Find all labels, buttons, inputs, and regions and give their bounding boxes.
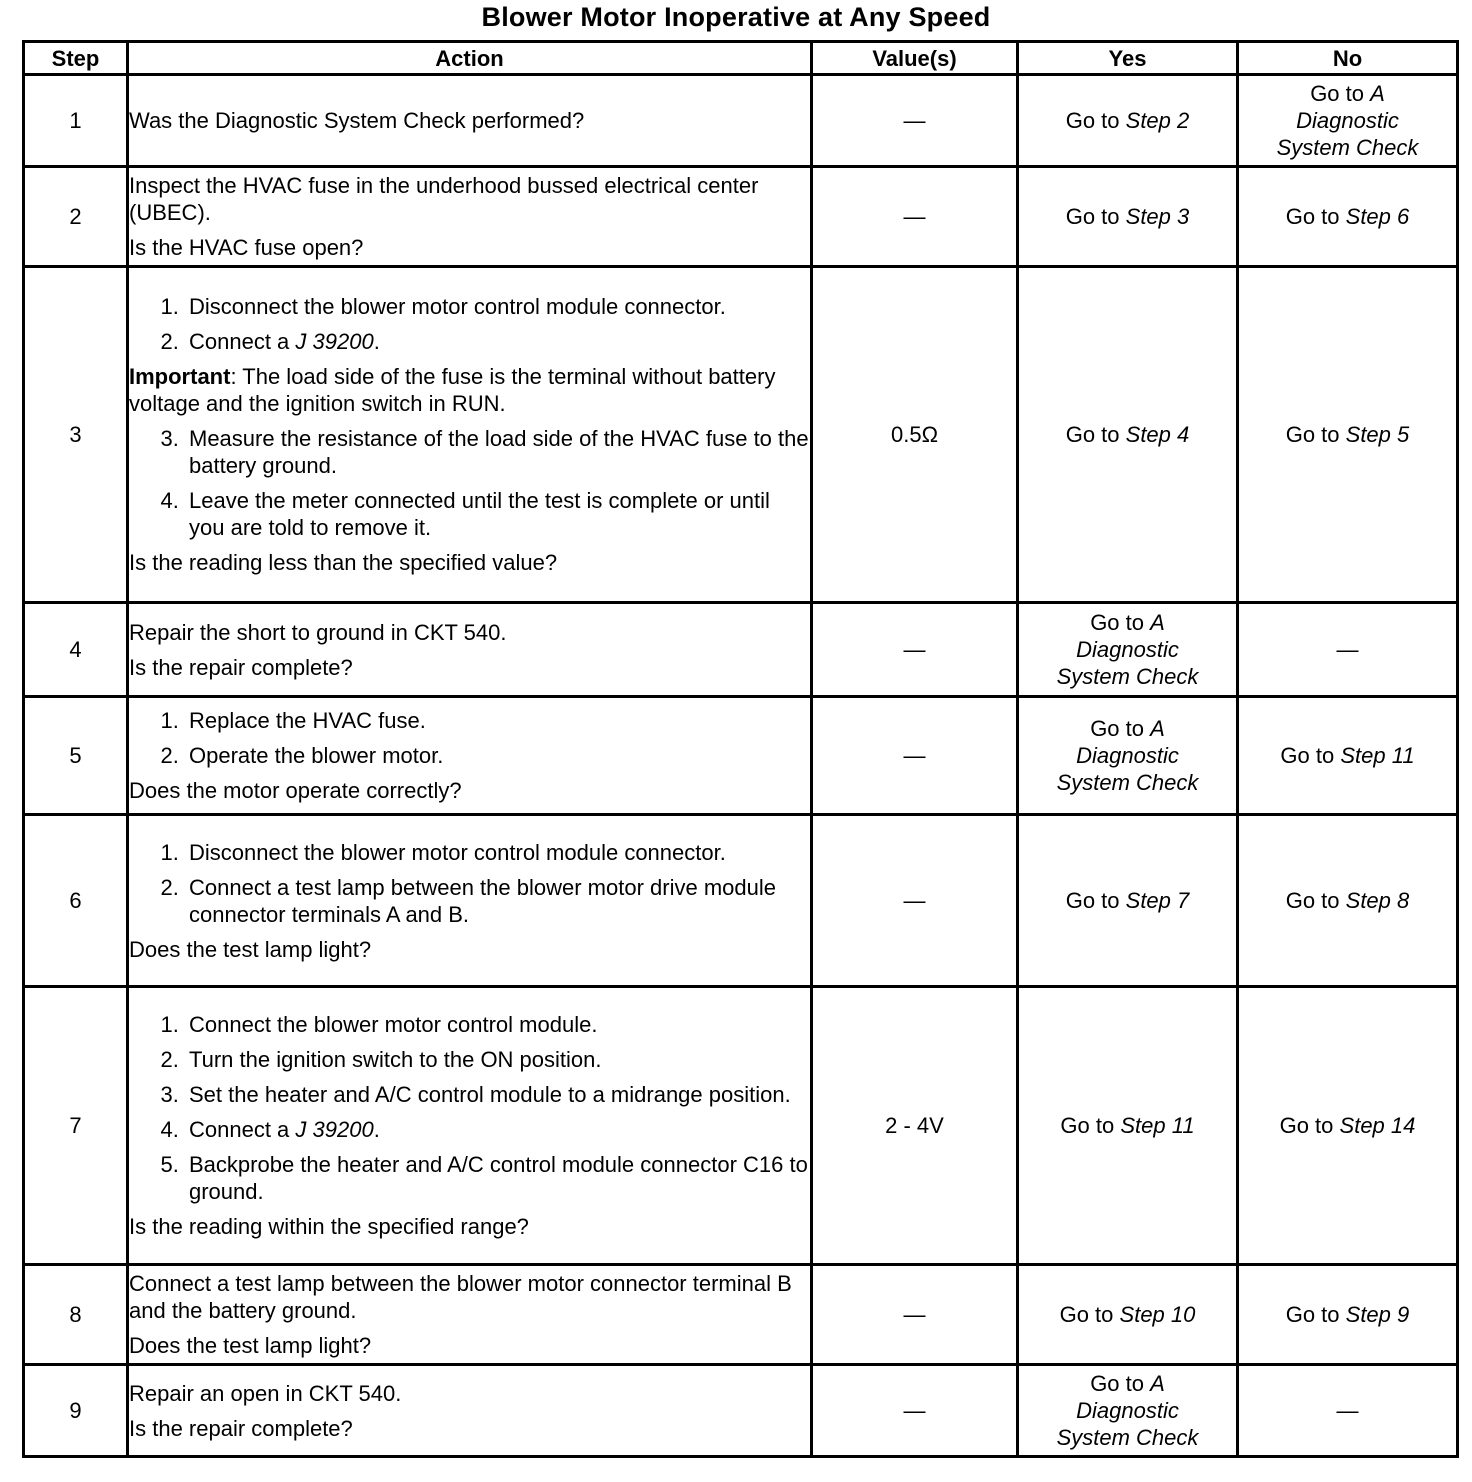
go-to-text: Go to — [1065, 204, 1120, 229]
instruction-text: Connect a — [189, 1117, 290, 1142]
step-number: 4 — [24, 603, 128, 697]
step-ref: 14 — [1390, 1113, 1416, 1138]
action-text: Connect a test lamp between the blower motor connector terminal B and the battery ground. — [129, 1271, 792, 1323]
yes-cell — [1018, 697, 1238, 815]
step-ref: 8 — [1397, 888, 1410, 913]
yes-cell — [1018, 167, 1238, 267]
go-to-text: Go to — [1310, 81, 1364, 106]
value-cell: — — [812, 75, 1018, 167]
instruction-item: 1. Disconnect the blower motor control module connector. — [185, 839, 810, 866]
step-word: Step — [1340, 743, 1386, 768]
step-word: Step — [1120, 1113, 1166, 1138]
diag-line-2: System Check — [1056, 664, 1199, 689]
header-row — [24, 42, 1458, 75]
step-ref: 3 — [1177, 204, 1190, 229]
instruction-item: 1. Replace the HVAC fuse. — [185, 707, 810, 734]
no-cell — [1238, 697, 1458, 815]
go-to-text: Go to — [1065, 422, 1120, 447]
go-to-text: Go to — [1285, 1302, 1340, 1327]
important-note — [129, 363, 810, 417]
step-number: 8 — [24, 1265, 128, 1365]
instruction-list — [129, 839, 810, 928]
step-number: 3 — [24, 267, 128, 603]
question-text: Does the test lamp light? — [129, 1333, 372, 1358]
instruction-item — [185, 328, 810, 355]
yes-cell — [1018, 1265, 1238, 1365]
no-cell: — — [1238, 603, 1458, 697]
table-row — [24, 167, 1458, 267]
instruction-list — [129, 1011, 810, 1205]
value-cell: — — [812, 1365, 1018, 1457]
a-word: A — [1150, 1371, 1165, 1396]
question-text: Does the test lamp light? — [129, 936, 372, 962]
step-word: Step — [1345, 888, 1391, 913]
important-label: Important — [129, 364, 231, 389]
table-row — [24, 75, 1458, 167]
document-title: Blower Motor Inoperative at Any Speed — [481, 2, 991, 32]
yes-cell — [1018, 75, 1238, 167]
diag-line-1: Diagnostic — [1076, 1398, 1179, 1423]
go-to-text: Go to — [1090, 1371, 1144, 1396]
question-text: Is the HVAC fuse open? — [129, 235, 364, 260]
period: . — [373, 1117, 380, 1142]
step-number: 5 — [24, 697, 128, 815]
step-word: Step — [1345, 204, 1391, 229]
question-text: Is the reading less than the specified value? — [129, 550, 558, 575]
step-word: Step — [1125, 888, 1171, 913]
instruction-item — [185, 1116, 810, 1143]
yes-cell — [1018, 603, 1238, 697]
value-cell: — — [812, 815, 1018, 987]
no-cell — [1238, 75, 1458, 167]
instruction-item: 3. Measure the resistance of the load side of the HVAC fuse to the battery ground. — [185, 425, 810, 479]
action-text: Repair the short to ground in CKT 540. — [129, 619, 507, 645]
step-number: 7 — [24, 987, 128, 1265]
yes-cell — [1018, 1365, 1238, 1457]
header-action: Action — [128, 42, 812, 75]
go-to-text: Go to — [1090, 716, 1144, 741]
go-to-text: Go to — [1285, 204, 1340, 229]
question-text: Is the reading within the specified range? — [129, 1214, 529, 1239]
step-number: 6 — [24, 815, 128, 987]
action-cell — [128, 167, 812, 267]
important-text: : The load side of the fuse is the terminal without battery voltage and the ignition switch in RUN. — [129, 364, 776, 416]
diag-line-2: System Check — [1056, 1425, 1199, 1450]
step-ref: 11 — [1171, 1113, 1195, 1138]
no-cell — [1238, 987, 1458, 1265]
instruction-item: 3. Set the heater and A/C control module to a midrange position. — [185, 1081, 810, 1108]
value-cell: — — [812, 697, 1018, 815]
step-ref: 9 — [1397, 1302, 1410, 1327]
diagnostic-table — [22, 40, 1459, 1458]
no-cell — [1238, 1265, 1458, 1365]
step-ref: 4 — [1177, 422, 1190, 447]
step-ref: 2 — [1177, 108, 1190, 133]
go-to-text: Go to — [1280, 743, 1335, 768]
period: . — [373, 329, 380, 354]
action-cell — [128, 987, 812, 1265]
step-number: 9 — [24, 1365, 128, 1457]
question-text: Is the repair complete? — [129, 654, 353, 680]
tool-name: J 39200 — [295, 329, 374, 354]
yes-cell — [1018, 815, 1238, 987]
table-row — [24, 815, 1458, 987]
step-ref: 6 — [1397, 204, 1410, 229]
action-text: Repair an open in CKT 540. — [129, 1380, 402, 1406]
action-cell — [128, 603, 812, 697]
diag-line-2: System Check — [1276, 135, 1419, 160]
no-cell — [1238, 267, 1458, 603]
action-text: Inspect the HVAC fuse in the underhood bussed electrical center (UBEC). — [129, 173, 759, 225]
go-to-text: Go to — [1285, 888, 1340, 913]
action-cell — [128, 75, 812, 167]
table-row — [24, 1365, 1458, 1457]
header-step: Step — [24, 42, 128, 75]
go-to-text: Go to — [1090, 610, 1144, 635]
instruction-item: 1. Disconnect the blower motor control module connector. — [185, 293, 810, 320]
value-cell: — — [812, 1265, 1018, 1365]
instruction-list — [129, 707, 810, 769]
step-word: Step — [1125, 204, 1171, 229]
instruction-list — [129, 293, 810, 355]
step-word: Step — [1345, 1302, 1391, 1327]
table-row — [24, 603, 1458, 697]
value-cell: — — [812, 167, 1018, 267]
a-word: A — [1150, 610, 1165, 635]
step-ref: 10 — [1170, 1302, 1196, 1327]
action-cell — [128, 1265, 812, 1365]
tool-name: J 39200 — [295, 1117, 374, 1142]
step-word: Step — [1125, 422, 1171, 447]
instruction-list — [129, 425, 810, 541]
step-ref: 5 — [1397, 422, 1410, 447]
step-ref: 7 — [1177, 888, 1190, 913]
diag-line-2: System Check — [1056, 770, 1199, 795]
table-row — [24, 987, 1458, 1265]
table-row — [24, 1265, 1458, 1365]
value-cell: 0.5Ω — [812, 267, 1018, 603]
go-to-text: Go to — [1060, 1113, 1115, 1138]
table-row — [24, 267, 1458, 603]
action-cell — [128, 1365, 812, 1457]
instruction-item: 2. Turn the ignition switch to the ON position. — [185, 1046, 810, 1073]
action-cell — [128, 697, 812, 815]
step-word: Step — [1125, 108, 1171, 133]
a-word: A — [1370, 81, 1385, 106]
instruction-item: 4. Leave the meter connected until the test is complete or until you are told to remove it. — [185, 487, 810, 541]
step-word: Step — [1339, 1113, 1385, 1138]
step-ref: 11 — [1391, 743, 1415, 768]
instruction-item: 2. Operate the blower motor. — [185, 742, 810, 769]
instruction-text: Connect a — [189, 329, 290, 354]
header-yes: Yes — [1018, 42, 1238, 75]
go-to-text: Go to — [1059, 1302, 1114, 1327]
instruction-item: 2. Connect a test lamp between the blower motor drive module connector terminals A and B. — [185, 874, 810, 928]
instruction-item: 1. Connect the blower motor control module. — [185, 1011, 810, 1038]
go-to-text: Go to — [1065, 108, 1120, 133]
yes-cell — [1018, 267, 1238, 603]
a-word: A — [1150, 716, 1165, 741]
diag-line-1: Diagnostic — [1076, 743, 1179, 768]
yes-cell — [1018, 987, 1238, 1265]
action-cell — [128, 815, 812, 987]
header-no: No — [1238, 42, 1458, 75]
instruction-item: 5. Backprobe the heater and A/C control module connector C16 to ground. — [185, 1151, 810, 1205]
question-text: Does the motor operate correctly? — [129, 778, 462, 803]
no-cell: — — [1238, 1365, 1458, 1457]
no-cell — [1238, 167, 1458, 267]
question-text: Was the Diagnostic System Check performed? — [129, 108, 585, 133]
question-text: Is the repair complete? — [129, 1415, 353, 1441]
no-cell — [1238, 815, 1458, 987]
action-cell — [128, 267, 812, 603]
go-to-text: Go to — [1285, 422, 1340, 447]
header-values: Value(s) — [812, 42, 1018, 75]
step-number: 2 — [24, 167, 128, 267]
value-cell: 2 - 4V — [812, 987, 1018, 1265]
step-word: Step — [1345, 422, 1391, 447]
go-to-text: Go to — [1065, 888, 1120, 913]
step-word: Step — [1119, 1302, 1165, 1327]
step-number: 1 — [24, 75, 128, 167]
go-to-text: Go to — [1279, 1113, 1334, 1138]
table-row — [24, 697, 1458, 815]
diag-line-1: Diagnostic — [1296, 108, 1399, 133]
diag-line-1: Diagnostic — [1076, 637, 1179, 662]
value-cell: — — [812, 603, 1018, 697]
